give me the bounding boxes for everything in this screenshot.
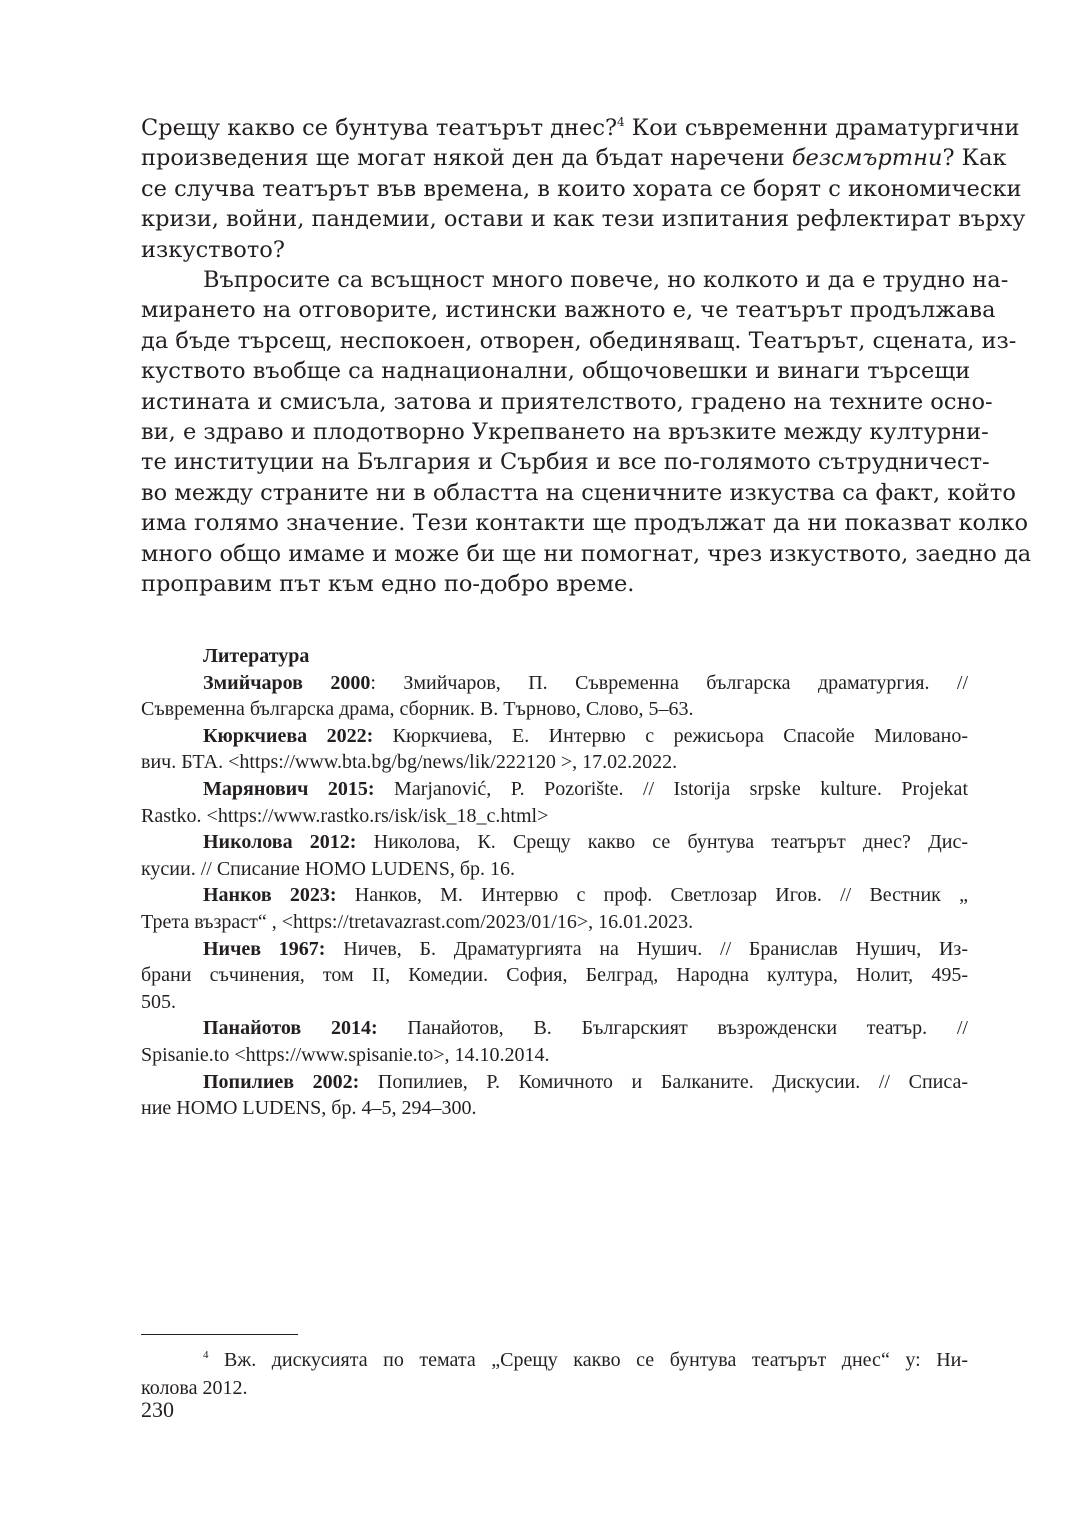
reference-key: Кюркчиева 2022: (203, 724, 374, 747)
text-line: много общо имаме и може би ще ни помогнат, чрез изкуството, заедно да (141, 540, 1032, 567)
reference-key: Марянович 2015: (203, 777, 375, 800)
reference-entry: Попилиев 2002: Попилиев, Р. Комичното и Балканите. Дискусии. // Списа- ние HOMO LUDENS, бр. 4–5, 294–300. (141, 1070, 969, 1120)
reference-key: Панайотов 2014: (203, 1017, 378, 1040)
reference-entry: Нанков 2023: Нанков, М. Интервю с проф. Светлозар Игов. // Вестник „ Трета възраст“ , <https://tretavazrast.com/2023/01/16>, 16.01.2023. (141, 884, 968, 933)
reference-key: Змийчаров 2000 (203, 671, 371, 694)
text-line: има голямо значение. Тези контакти ще продължат да ни показват колко (141, 510, 1028, 537)
reference-key: Николова 2012: (203, 831, 357, 854)
page-number: 230 (141, 1397, 174, 1422)
references-heading: Литература (203, 645, 310, 667)
italic-term: безсмъртни (791, 145, 943, 172)
text-line: куството въобще са наднационални, общочовешки и винаги търсещи (141, 358, 971, 385)
text-line: се случва театърът във времена, в които хората се борят с икономически (141, 175, 1022, 202)
reference-key: Ничев 1967: (203, 937, 326, 960)
text-line: мирането на отговорите, истински важното е, че театърът продължава (141, 297, 996, 324)
text-line: Въпросите са всъщност много повече, но колкото и да е трудно на- (203, 267, 1009, 294)
text-line: произведения ще могат някой ден да бъдат наречени безсмъртни? Как (141, 145, 1007, 172)
reference-entry: Марянович 2015: Marjanović, P. Pozorište. // Istorija srpske kulture. Projekat Rastko. <https://www.rastko.rs/isk/isk_18_c.html> (141, 777, 968, 827)
reference-entry: Змийчаров 2000: Змийчаров, П. Съвременна българска драматургия. // Съвременна българска драма, сборник. В. Търново, Слово, 5–63. (141, 671, 969, 721)
footnote: $^4$ Вж. дискусията по темата „Срещу какво се бунтува театърът днес“ у: Ни- колова 2012. (141, 1349, 968, 1399)
footnote-number: 4 (203, 1349, 209, 1361)
text-line: Срещу какво се бунтува театърът днес?$^4$ Кои съвременни драматургични (141, 115, 1020, 141)
reference-entry: Ничев 1967: Ничев, Б. Драматургията на Нушич. // Бранислав Нушич, Из- брани съчинения, том II, Комедии. София, Белград, Народна култура, Нолит, 495- 505. (141, 937, 968, 1013)
text-line: кризи, войни, пандемии, остави и как тези изпитания рефлектират върху (141, 206, 1026, 233)
footnote-reference[interactable]: 4 (617, 115, 625, 129)
reference-entry: Кюркчиева 2022: Кюркчиева, Е. Интервю с режисьора Спасойе Миловано- вич. БТА. <https://www.bta.bg/bg/news/lik/222120 >, 17.02.2022. (141, 724, 968, 774)
text-line: те институции на България и Сърбия и все по-голямото сътрудничест- (141, 449, 990, 476)
text-line: изкуството? (141, 236, 285, 263)
text-line: ви, е здраво и плодотворно Укрепването на връзките между културни- (141, 419, 989, 446)
reference-entry: Николова 2012: Николова, К. Срещу какво се бунтува театърът днес? Дис- кусии. // Списание HOMO LUDENS, бр. 16. (141, 831, 968, 880)
text-line: во между страните ни в областта на сценичните изкуства са факт, който (141, 479, 1016, 506)
references-section (141, 643, 968, 1122)
footnote-separator (141, 1334, 298, 1335)
reference-key: Нанков 2023: (203, 884, 337, 907)
text-line: проправим път към едно по-добро време. (141, 571, 635, 598)
reference-entry: Панайотов 2014: Панайотов, В. Българският възрожденски театър. // Spisanie.to <https://www.spisanie.to>, 14.10.2014. (141, 1017, 968, 1066)
text-line: да бъде търсещ, неспокоен, отворен, обединяващ. Театърът, сцената, из- (141, 327, 1017, 354)
main-text (141, 113, 1032, 600)
text-line: истината и смисъла, затова и приятелството, градено на техните осно- (141, 388, 993, 415)
reference-key: Попилиев 2002: (203, 1070, 360, 1093)
